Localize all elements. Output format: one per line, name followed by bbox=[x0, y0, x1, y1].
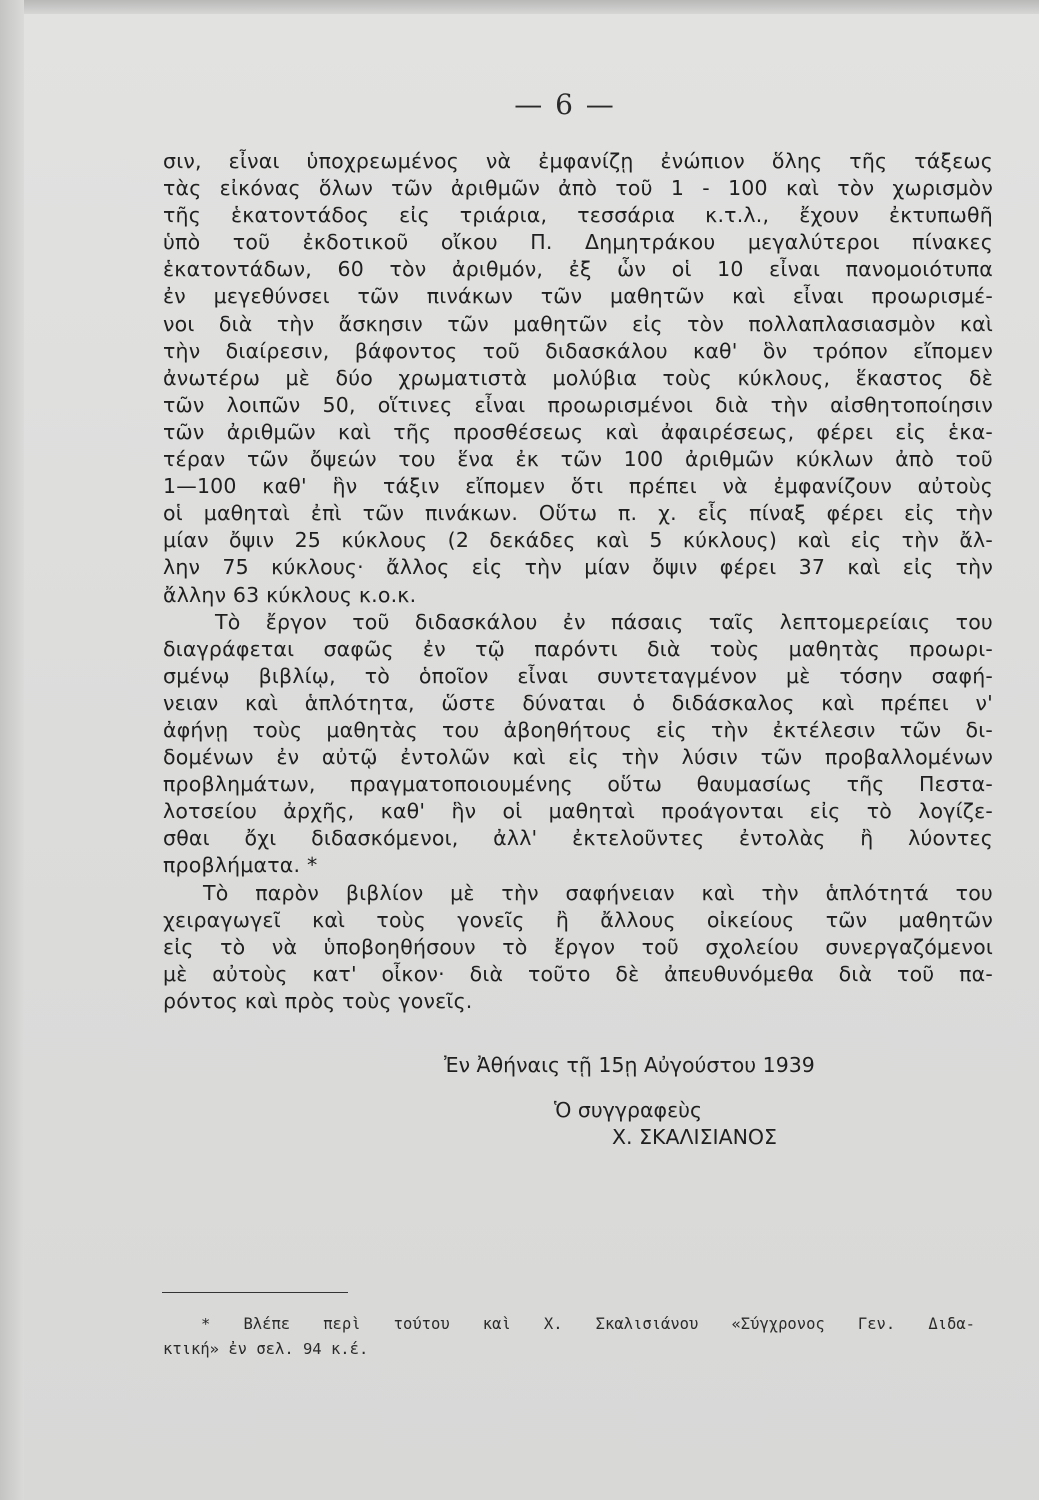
text-line: τὴν διαίρεσιν, βάφοντος τοῦ διδασκάλου καθ' ὃν τρόπον εἴπομεν bbox=[163, 338, 993, 363]
body-text bbox=[163, 148, 993, 1015]
text-line: νοι διὰ τὴν ἄσκησιν τῶν μαθητῶν εἰς τὸν πολλαπλασιασμὸν καὶ bbox=[163, 311, 993, 336]
text-line: ρόντος καὶ πρὸς τοὺς γονεῖς. bbox=[163, 988, 473, 1013]
footnote-line: κτική» ἐν σελ. 94 κ.έ. bbox=[163, 1340, 369, 1358]
text-line: σιν, εἶναι ὑποχρεωμένος νὰ ἐμφανίζῃ ἐνώπιον ὅλης τῆς τάξεως bbox=[163, 149, 993, 173]
text-line: 1—100 καθ' ἣν τάξιν εἴπομεν ὅτι πρέπει νὰ ἐμφανίζουν αὐτοὺς bbox=[163, 474, 993, 499]
text-line: μίαν ὄψιν 25 κύκλους (2 δεκάδες καὶ 5 κύκλους) καὶ εἰς τὴν ἄλ- bbox=[163, 528, 993, 553]
text-line: λην 75 κύκλους· ἄλλος εἰς τὴν μίαν ὄψιν φέρει 37 καὶ εἰς τὴν bbox=[163, 555, 993, 580]
text-line: τῶν ἀριθμῶν καὶ τῆς προσθέσεως καὶ ἀφαιρέσεως, φέρει εἰς ἑκα- bbox=[163, 419, 993, 444]
text-line: λοτσείου ἀρχῆς, καθ' ἣν οἱ μαθηταὶ προάγονται εἰς τὸ λογίζε- bbox=[163, 799, 993, 824]
signature-role: Ὁ συγγραφεὺς bbox=[554, 1098, 703, 1122]
text-line: ὑπὸ τοῦ ἐκδοτικοῦ οἴκου Π. Δημητράκου μεγαλύτεροι πίνακες bbox=[163, 230, 993, 255]
paragraph-start-line: Τὸ ἔργον τοῦ διδασκάλου ἐν πάσαις ταῖς λεπτομερείαις του bbox=[215, 609, 993, 634]
text-line: σμένῳ βιβλίῳ, τὸ ὁποῖον εἶναι συντεταγμένον μὲ τόσην σαφή- bbox=[163, 663, 993, 688]
text-line: χειραγωγεῖ καὶ τοὺς γονεῖς ἢ ἄλλους οἰκείους τῶν μαθητῶν bbox=[163, 907, 993, 932]
footnote-line: * Βλέπε περὶ τούτου καὶ Χ. Σκαλισιάνου «Σύγχρονος Γεν. Διδα- bbox=[201, 1315, 975, 1333]
text-line: μὲ αὐτοὺς κατ' οἶκον· διὰ τοῦτο δὲ ἀπευθυνόμεθα διὰ τοῦ πα- bbox=[163, 961, 993, 986]
text-line: ἑκατοντάδων, 60 τὸν ἀριθμόν, ἐξ ὧν οἱ 10 εἶναι πανομοιότυπα bbox=[163, 257, 993, 282]
footnote bbox=[163, 1312, 975, 1362]
text-line: τῶν λοιπῶν 50, οἵτινες εἶναι προωρισμένοι διὰ τὴν αἰσθητοποίησιν bbox=[163, 392, 993, 417]
text-line: νειαν καὶ ἁπλότητα, ὥστε δύναται ὁ διδάσκαλος καὶ πρέπει ν' bbox=[163, 690, 993, 715]
text-line: σθαι ὄχι διδασκόμενοι, ἀλλ' ἐκτελοῦντες ἐντολὰς ἢ λύοντες bbox=[163, 826, 993, 851]
text-line: ἐν μεγεθύνσει τῶν πινάκων τῶν μαθητῶν καὶ εἶναι προωρισμέ- bbox=[163, 284, 993, 309]
page-number: — 6 — bbox=[514, 88, 616, 121]
text-line: ἄλλην 63 κύκλους κ.ο.κ. bbox=[163, 582, 417, 607]
footnote-rule bbox=[162, 1292, 348, 1293]
page-top-edge bbox=[0, 0, 1039, 14]
text-line: δομένων ἐν αὐτῷ ἐντολῶν καὶ εἰς τὴν λύσιν τῶν προβαλλομένων bbox=[163, 745, 993, 770]
text-line: τῆς ἑκατοντάδος εἰς τριάρια, τεσσάρια κ.τ.λ., ἔχουν ἐκτυπωθῆ bbox=[163, 203, 993, 228]
text-line: προβλημάτων, πραγματοποιουμένης οὕτω θαυμασίως τῆς Πεστα- bbox=[163, 772, 993, 797]
text-line: προβλήματα. * bbox=[163, 853, 318, 878]
text-line: διαγράφεται σαφῶς ἐν τῷ παρόντι διὰ τοὺς μαθητὰς προωρι- bbox=[163, 636, 993, 661]
page-left-edge bbox=[0, 0, 24, 1500]
text-line: τέραν τῶν ὄψεών του ἕνα ἐκ τῶν 100 ἀριθμῶν κύκλων ἀπὸ τοῦ bbox=[163, 447, 993, 472]
paragraph-start-line: Τὸ παρὸν βιβλίον μὲ τὴν σαφήνειαν καὶ τὴν ἁπλότητά του bbox=[203, 880, 993, 905]
text-line: ἀφήνῃ τοὺς μαθητὰς του ἀβοηθήτους εἰς τὴν ἐκτέλεσιν τῶν δι- bbox=[163, 717, 993, 742]
text-line: τὰς εἰκόνας ὅλων τῶν ἀριθμῶν ἀπὸ τοῦ 1 - 100 καὶ τὸν χωρισμὸν bbox=[163, 176, 993, 201]
text-line: ἀνωτέρω μὲ δύο χρωματιστὰ μολύβια τοὺς κύκλους, ἕκαστος δὲ bbox=[163, 365, 993, 390]
text-line: εἰς τὸ νὰ ὑποβοηθήσουν τὸ ἔργον τοῦ σχολείου συνεργαζόμενοι bbox=[163, 934, 993, 959]
text-line: οἱ μαθηταὶ ἐπὶ τῶν πινάκων. Οὕτω π. χ. εἷς πίναξ φέρει εἰς τὴν bbox=[163, 501, 993, 526]
author-name: Χ. ΣΚΑΛΙΣΙΑΝΟΣ bbox=[612, 1125, 778, 1149]
signature-date: Ἐν Ἀθήναις τῇ 15ῃ Αὐγούστου 1939 bbox=[444, 1053, 815, 1077]
